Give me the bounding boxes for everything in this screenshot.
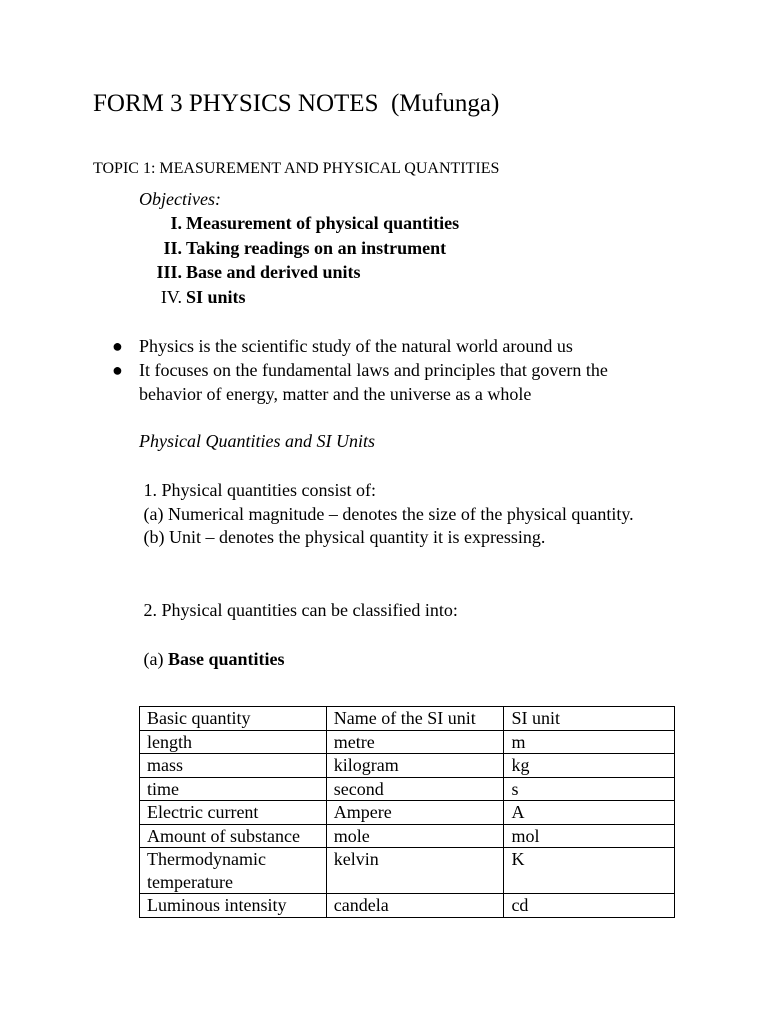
bullet-text: It focuses on the fundamental laws and principles that govern the behavior of energy, matter and the universe as a whole: [139, 360, 608, 404]
paragraph-classification: 2. Physical quantities can be classified into:: [143, 600, 458, 620]
objective-item: [0, 236, 768, 261]
table-row: [140, 754, 675, 778]
table-cell: mol: [504, 824, 675, 848]
objective-text: Taking readings on an instrument: [186, 237, 447, 258]
objective-item: [0, 285, 768, 310]
bullet-item: [0, 334, 659, 358]
table-cell: mass: [140, 754, 327, 778]
base-quantities-label: Base quantities: [167, 649, 285, 669]
table-cell: candela: [326, 894, 504, 918]
objective-number: III.: [156, 262, 182, 282]
table-row: [140, 824, 675, 848]
paragraph-line: (a) Numerical magnitude – denotes the size of the physical quantity.: [143, 503, 634, 524]
bullet-text: Physics is the scientific study of the natural world around us: [139, 336, 573, 356]
objective-number: IV.: [160, 286, 182, 307]
table-row: [140, 848, 675, 894]
paragraph-line: 1. Physical quantities consist of:: [143, 480, 376, 500]
table-header-cell: Basic quantity: [140, 707, 327, 731]
table-header-row: [140, 707, 675, 731]
paragraph-line: (b) Unit – denotes the physical quantity it is expressing.: [143, 527, 546, 547]
table-cell: K: [504, 848, 675, 894]
objective-text: Measurement of physical quantities: [186, 213, 460, 233]
table-cell: Thermodynamic temperature: [140, 848, 327, 894]
table-row: [140, 801, 675, 825]
bullet-list: [0, 334, 768, 406]
objectives-label: Objectives:: [139, 189, 221, 209]
table-header-cell: SI unit: [504, 707, 675, 731]
document-title: FORM 3 PHYSICS NOTES (Mufunga): [93, 90, 500, 117]
table-cell: Ampere: [326, 801, 504, 825]
objective-text: SI units: [186, 286, 246, 307]
paragraph-base-quantities: (a) Base quantities: [143, 649, 285, 669]
objective-item: [0, 211, 768, 236]
objective-text: Base and derived units: [186, 262, 361, 282]
topic-heading: TOPIC 1: MEASUREMENT AND PHYSICAL QUANTITIES: [93, 160, 500, 177]
section-heading: Physical Quantities and SI Units: [139, 431, 375, 451]
table-cell: A: [504, 801, 675, 825]
bullet-dot-icon: ●: [112, 336, 123, 356]
table-cell: kilogram: [326, 754, 504, 778]
table-cell: metre: [326, 730, 504, 754]
table-header-cell: Name of the SI unit: [326, 707, 504, 731]
table-cell: time: [140, 777, 327, 801]
table-row: [140, 894, 675, 918]
table-cell: Luminous intensity: [140, 894, 327, 918]
table-cell: m: [504, 730, 675, 754]
si-units-table: [139, 706, 675, 918]
table-cell: length: [140, 730, 327, 754]
paragraph-components: [139, 479, 659, 550]
objectives-list: [0, 211, 768, 309]
objective-number: I.: [170, 213, 182, 233]
objective-number: II.: [163, 237, 182, 258]
table-row: [140, 777, 675, 801]
table-cell: Amount of substance: [140, 824, 327, 848]
table-cell: mole: [326, 824, 504, 848]
table-row: [140, 730, 675, 754]
table-cell: kg: [504, 754, 675, 778]
bullet-dot-icon: ●: [112, 360, 123, 380]
table-cell: cd: [504, 894, 675, 918]
table-cell: kelvin: [326, 848, 504, 894]
table-cell: Electric current: [140, 801, 327, 825]
table-cell: second: [326, 777, 504, 801]
table-cell: s: [504, 777, 675, 801]
objective-item: [0, 260, 768, 285]
bullet-item: [0, 358, 659, 406]
